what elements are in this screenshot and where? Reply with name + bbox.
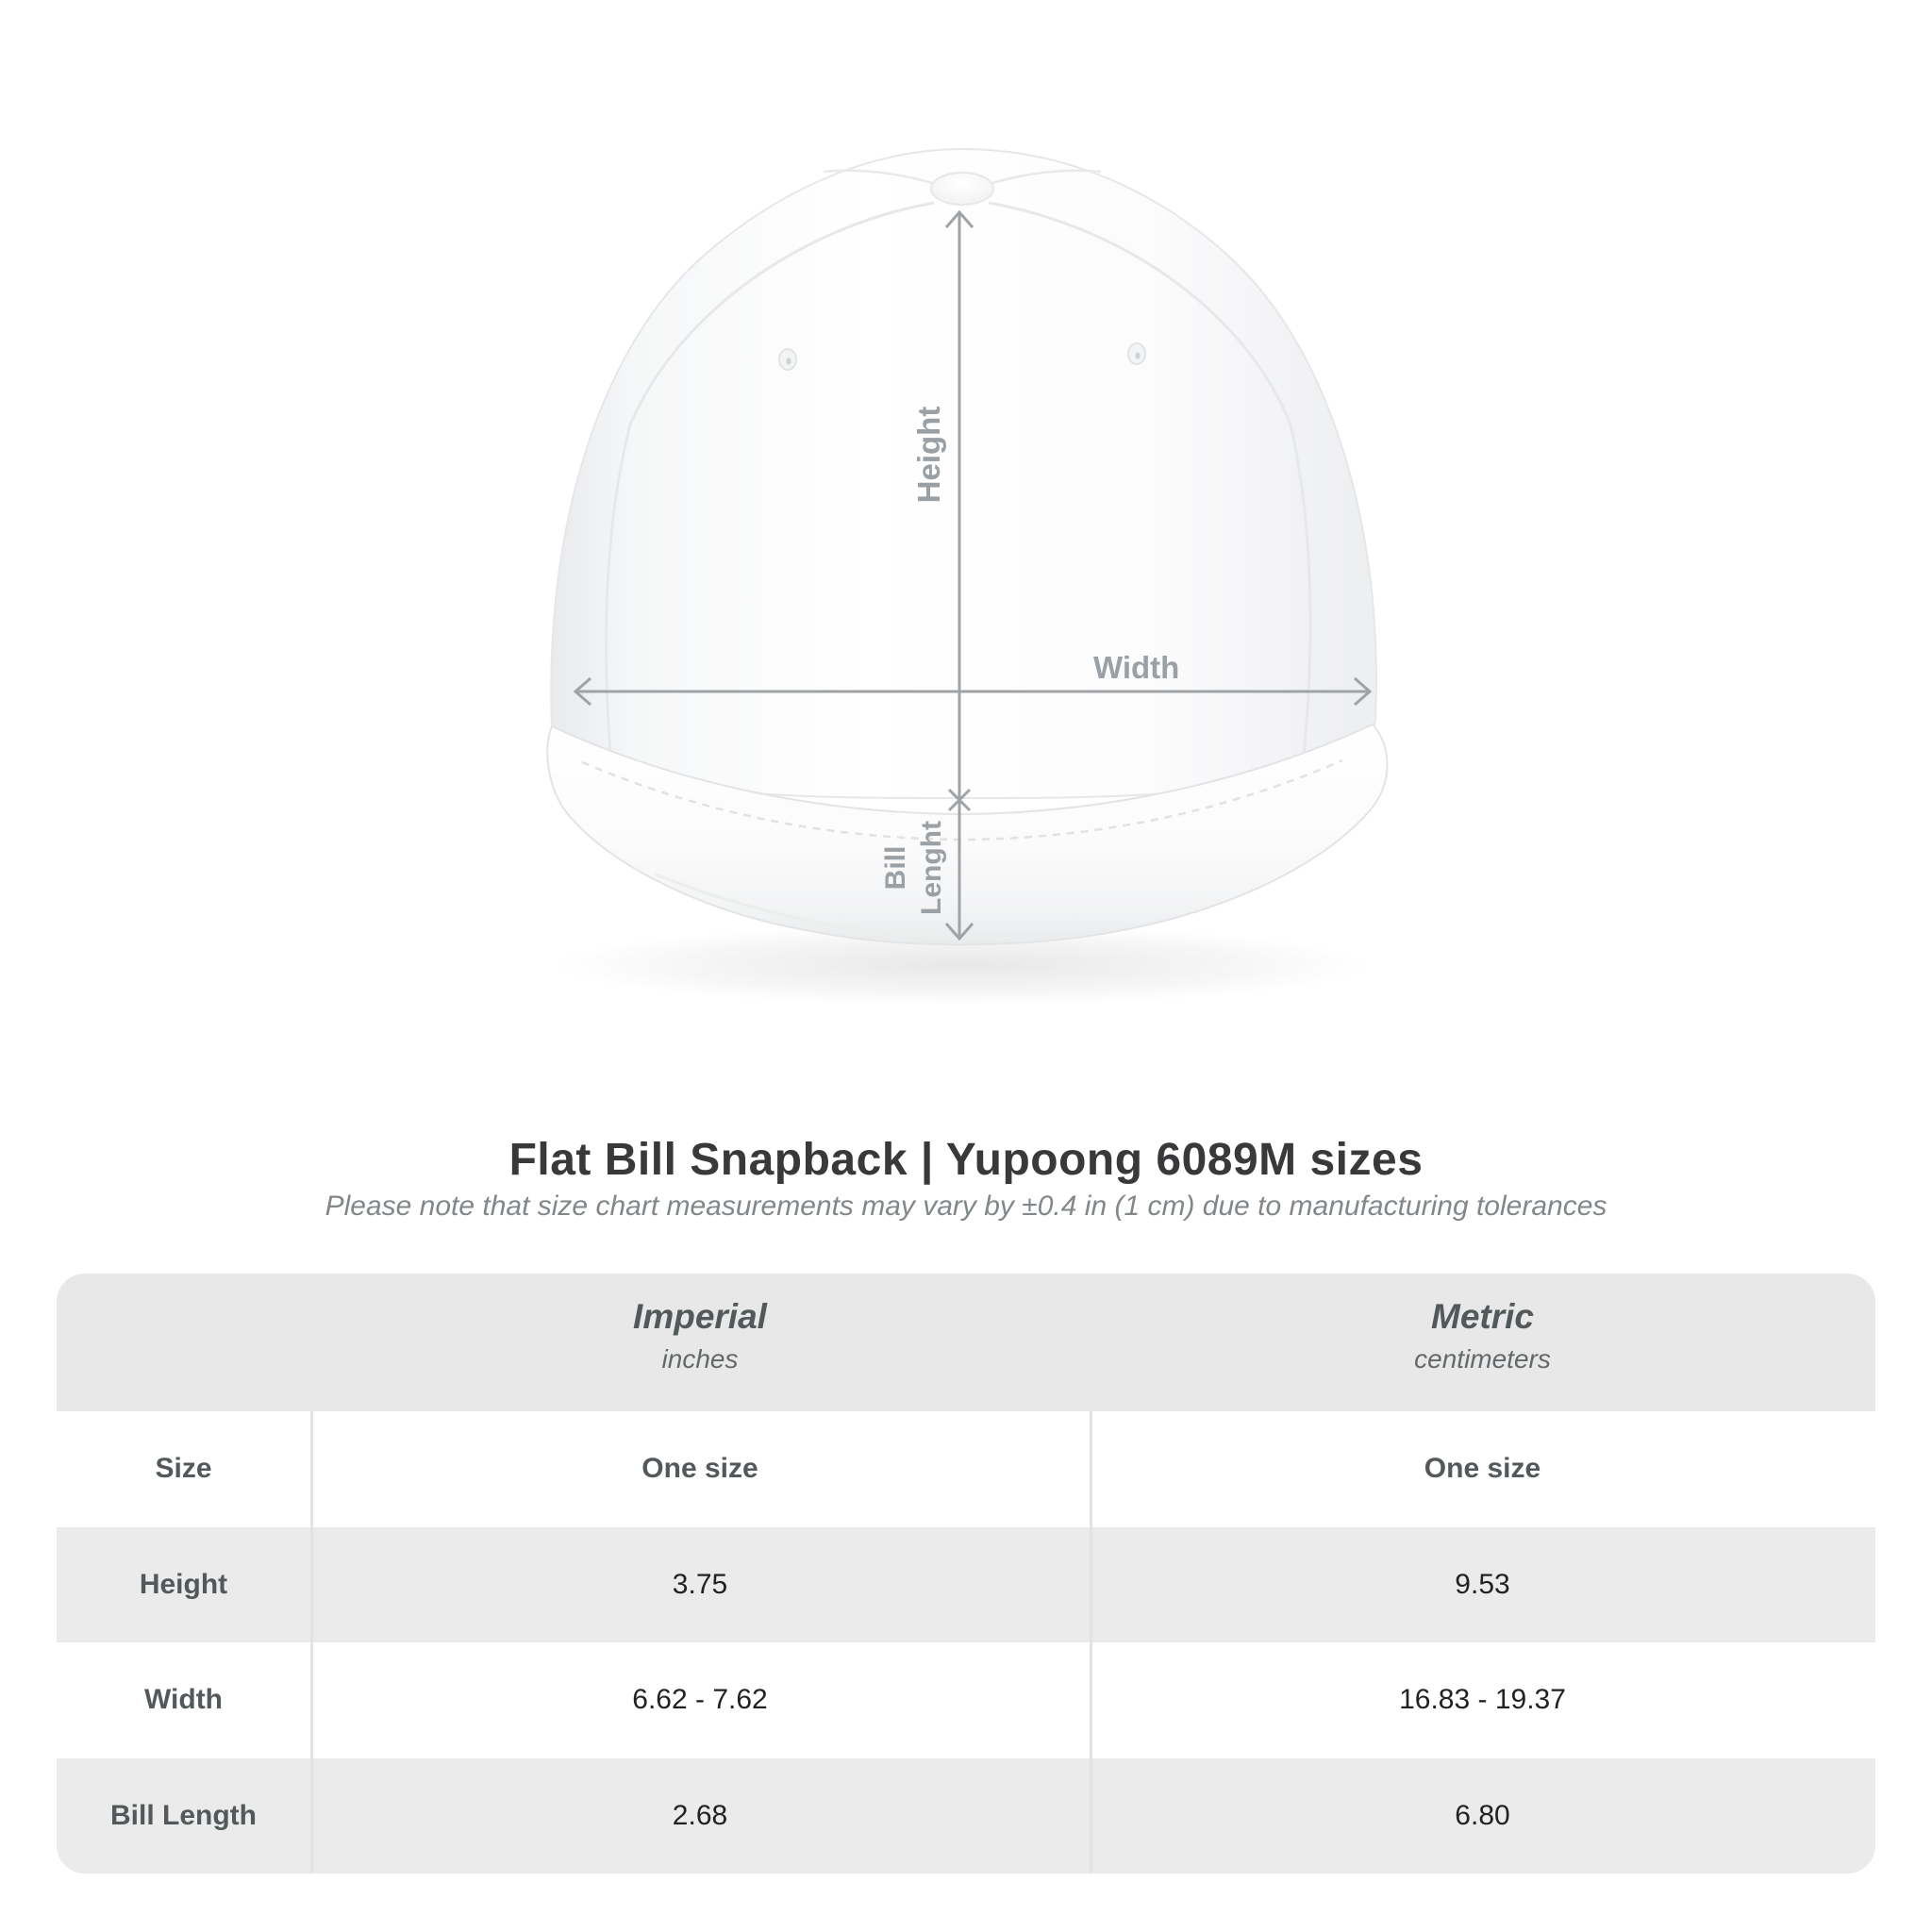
metric-value: 16.83 - 19.37 <box>1399 1684 1566 1716</box>
imperial-value: 3.75 <box>672 1568 728 1600</box>
table-header-corner <box>57 1274 310 1411</box>
row-label: Width <box>143 1684 224 1716</box>
column-title: Imperial <box>633 1297 767 1336</box>
page-title: Flat Bill Snapback | Yupoong 6089M sizes <box>508 1135 1424 1185</box>
table-row-width <box>57 1642 1875 1758</box>
height-dimension-label: Height <box>911 406 946 504</box>
bill-length-dimension-label-line2: Lenght <box>916 821 947 915</box>
row-label: Bill Length <box>110 1799 257 1831</box>
metric-value: 9.53 <box>1455 1568 1510 1600</box>
column-header-metric <box>1090 1274 1875 1411</box>
tolerance-note: Please note that size chart measurements may vary by ±0.4 in (1 cm) due to manufacturing tolerances <box>325 1191 1607 1222</box>
metric-value: 6.80 <box>1455 1799 1510 1831</box>
imperial-value: 6.62 - 7.62 <box>632 1684 768 1716</box>
metric-value: One size <box>1424 1453 1541 1485</box>
imperial-value: One size <box>641 1453 758 1485</box>
column-unit: centimeters <box>1414 1344 1551 1374</box>
column-header-imperial <box>310 1274 1090 1411</box>
table-row-size <box>57 1411 1875 1527</box>
size-chart-table <box>57 1274 1875 1874</box>
table-header <box>57 1274 1875 1411</box>
hat-top-button <box>931 173 993 205</box>
column-divider <box>310 1411 313 1874</box>
imperial-value: 2.68 <box>672 1799 728 1831</box>
bill-length-dimension-label-line1: Bill <box>880 845 911 891</box>
hat-measurement-diagram <box>524 123 1410 1033</box>
hat-crown <box>551 149 1376 798</box>
table-row-bill-length <box>57 1758 1875 1874</box>
hat-illustration <box>547 149 1387 944</box>
table-body <box>57 1411 1875 1874</box>
column-divider <box>1090 1411 1092 1874</box>
table-row-height <box>57 1527 1875 1643</box>
width-dimension-label: Width <box>1093 650 1180 685</box>
column-unit: inches <box>661 1344 739 1374</box>
column-title: Metric <box>1431 1297 1534 1336</box>
row-label: Height <box>139 1568 228 1600</box>
row-label: Size <box>155 1453 212 1485</box>
